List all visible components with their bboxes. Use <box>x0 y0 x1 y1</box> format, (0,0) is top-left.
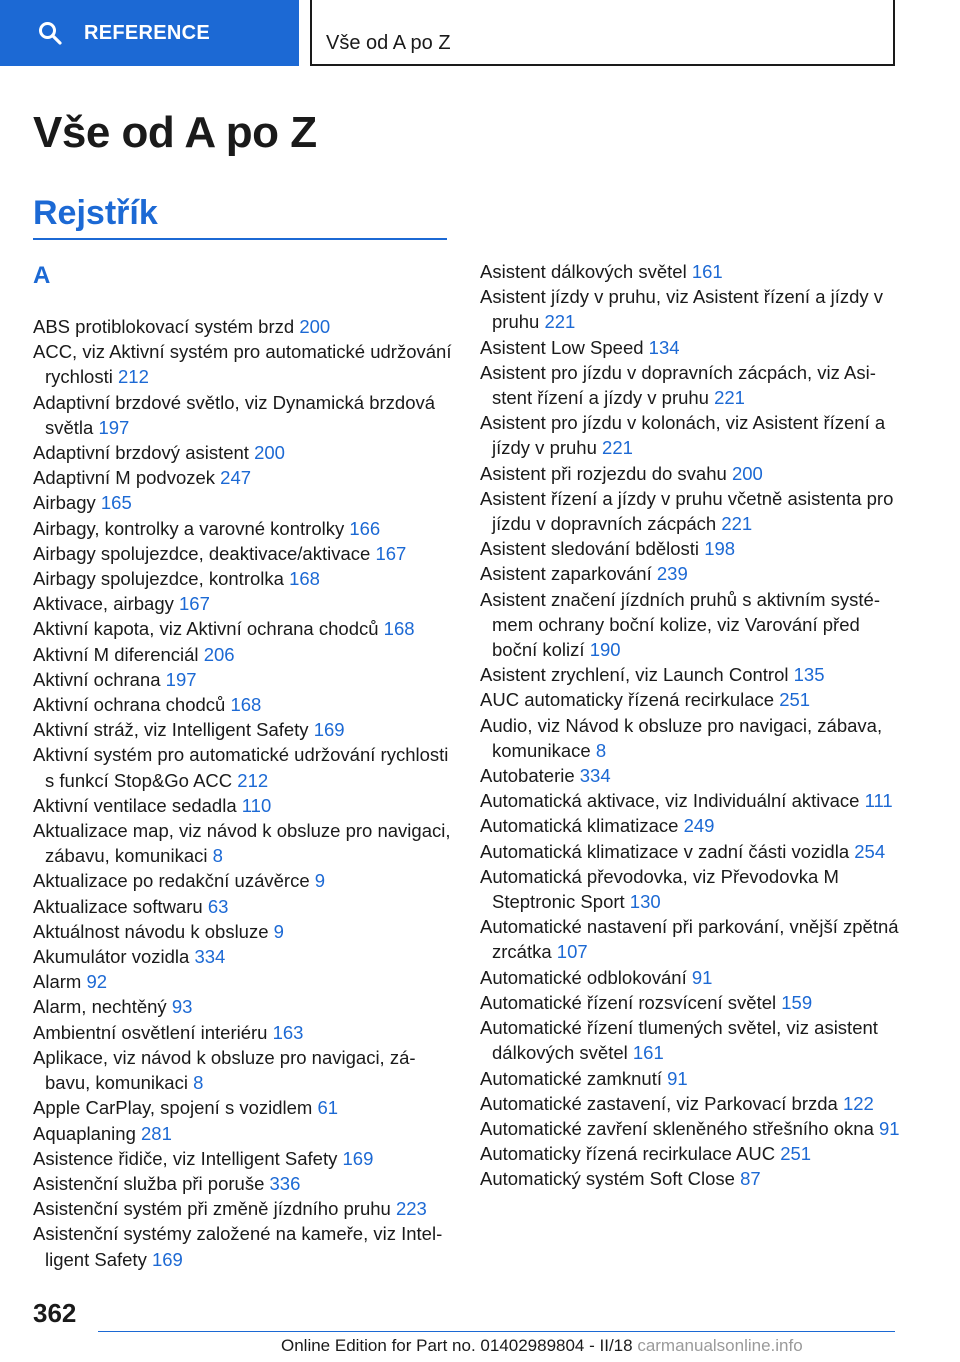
index-entry-text: Asistent Low Speed <box>480 336 644 358</box>
index-entry <box>480 687 900 712</box>
section-title: Vše od A po Z <box>326 32 451 54</box>
index-entry-page-link[interactable]: 221 <box>721 513 753 535</box>
footer-edition: Online Edition for Part no. 01402989804 - II/18 <box>281 1336 633 1355</box>
index-entry <box>480 1166 900 1191</box>
index-entry <box>480 990 900 1015</box>
index-entry <box>33 541 453 566</box>
index-entry-text: Asistent při rozjezdu do svahu <box>480 462 727 484</box>
index-entry-text: Asistent pro jízdu v kolonách, viz Asistent řízení a jízdy v pruhu <box>480 412 886 459</box>
index-entry-text: Automaticky řízená recirkulace AUC <box>480 1143 776 1165</box>
index-entry <box>480 360 900 410</box>
index-entry <box>33 818 453 868</box>
footer <box>281 1336 803 1356</box>
index-entry-text: Aktivace, airbagy <box>33 593 174 615</box>
index-entry-text: Aplikace, viz návod k obsluze pro navigaci, zábavu, komunikaci <box>33 1046 416 1094</box>
index-entry-page-link[interactable]: 167 <box>375 542 407 564</box>
index-entry-page-link[interactable]: 93 <box>171 996 193 1018</box>
index-entry-page-link[interactable]: 247 <box>220 467 252 489</box>
index-entry <box>480 259 900 284</box>
search-icon <box>38 21 62 45</box>
index-entry <box>33 1196 453 1221</box>
index-entry <box>480 1015 900 1065</box>
index-entry-page-link[interactable]: 197 <box>98 416 130 438</box>
index-entry <box>480 1091 900 1116</box>
index-entry <box>33 717 453 742</box>
index-column-right <box>480 259 900 1192</box>
index-entry-text: ABS protiblokovací systém brzd <box>33 316 295 337</box>
index-entry-page-link[interactable]: 9 <box>273 920 284 942</box>
index-entry-page-link[interactable]: 122 <box>842 1092 874 1114</box>
index-entry <box>480 536 900 561</box>
index-entry <box>33 314 453 339</box>
index-entry-page-link[interactable]: 197 <box>165 668 197 690</box>
page-subtitle: Rejstřík <box>33 194 158 232</box>
index-entry-page-link[interactable]: 281 <box>141 1122 172 1144</box>
index-entry-text: Automatické zavření skleněného střešního okna <box>480 1117 874 1139</box>
index-entry <box>480 914 900 964</box>
index-entry-text: Aktualizace po redakční uzávěrce <box>33 870 310 892</box>
reference-tab[interactable] <box>0 0 299 66</box>
index-entry-text: Airbagy <box>33 492 96 514</box>
index-entry-text: Asistence řidiče, viz Intelligent Safety <box>33 1147 338 1169</box>
index-entry <box>480 1141 900 1166</box>
index-entry <box>33 894 453 919</box>
index-entry-page-link[interactable]: 251 <box>779 689 811 711</box>
index-entry-text: Aktivní stráž, viz Intelligent Safety <box>33 719 309 741</box>
index-entry-page-link[interactable]: 63 <box>207 895 229 917</box>
index-entry <box>33 490 453 515</box>
index-entry-text: Asistent zrychlení, viz Launch Control <box>480 664 789 686</box>
index-entry <box>33 692 453 717</box>
index-entry <box>33 440 453 465</box>
index-entry-page-link[interactable]: 135 <box>793 664 825 686</box>
index-entry-text: AUC automaticky řízená recirkulace <box>480 689 775 711</box>
index-entry-page-link[interactable]: 92 <box>86 971 108 993</box>
index-entry <box>480 284 900 334</box>
index-entry-page-link[interactable]: 163 <box>272 1021 304 1043</box>
index-entry-text: Asistent zaparkování <box>480 563 652 585</box>
index-entry-page-link[interactable]: 107 <box>556 941 588 963</box>
index-entry-page-link[interactable]: 168 <box>383 618 415 640</box>
index-entry <box>480 662 900 687</box>
index-entry-text: Adaptivní brzdový asistent <box>33 442 249 464</box>
index-entry <box>480 461 900 486</box>
index-entry-text: Audio, viz Návod k obsluze pro navigaci, zábava, komunikace <box>480 714 883 761</box>
index-entry <box>480 965 900 990</box>
index-column-left <box>33 314 453 1272</box>
index-entry-text: Automatické řízení rozsvícení světel <box>480 991 777 1013</box>
index-entry-text: Automatické zamknutí <box>480 1067 662 1089</box>
index-entry <box>33 944 453 969</box>
index-entry-page-link[interactable]: 8 <box>595 739 607 761</box>
index-entry <box>33 1095 453 1120</box>
index-entry <box>33 642 453 667</box>
index-entry <box>480 410 900 460</box>
index-entry-text: Ambientní osvětlení interiéru <box>33 1021 268 1043</box>
index-entry-page-link[interactable]: 200 <box>254 442 285 464</box>
index-entry <box>33 868 453 893</box>
index-entry-text: Aktualizace softwaru <box>33 895 203 917</box>
index-entry-page-link[interactable]: 190 <box>589 639 621 661</box>
index-entry-page-link[interactable]: 159 <box>781 991 813 1013</box>
index-letter: A <box>33 262 51 289</box>
index-entry-text: Aktivní ochrana <box>33 668 161 690</box>
index-entry-page-link[interactable]: 87 <box>740 1168 761 1190</box>
index-entry-text: Automatická klimatizace v zadní části vozidla <box>480 840 850 862</box>
index-entry-page-link[interactable]: 221 <box>714 387 745 409</box>
index-entry-text: Adaptivní M podvozek <box>33 467 216 489</box>
index-entry-text: Alarm <box>33 971 82 993</box>
index-entry-page-link[interactable]: 334 <box>579 765 611 787</box>
index-entry <box>33 1121 453 1146</box>
index-entry-page-link[interactable]: 251 <box>780 1143 812 1165</box>
index-entry-text: Autobaterie <box>480 765 575 787</box>
index-entry-page-link[interactable]: 206 <box>203 643 235 665</box>
index-entry-page-link[interactable]: 167 <box>179 593 210 615</box>
index-entry-text: Automatická převodovka, viz Převodovka M Steptronic Sport <box>480 865 839 913</box>
index-entry-text: Aktivní ventilace sedadla <box>33 794 237 816</box>
index-entry-page-link[interactable]: 221 <box>544 311 576 333</box>
index-entry-page-link[interactable]: 165 <box>100 492 132 514</box>
index-entry-page-link[interactable]: 239 <box>656 563 688 585</box>
index-entry-text: Aktuálnost návodu k obsluze <box>33 920 269 942</box>
index-entry-text: Automatické odblokování <box>480 966 687 988</box>
index-entry-text: Airbagy, kontrolky a varovné kontrolky <box>33 517 345 539</box>
index-entry-text: Aktivní systém pro automatické udržování rychlosti s funkcí Stop&Go ACC <box>33 744 449 791</box>
index-entry-page-link[interactable]: 169 <box>313 719 345 741</box>
index-entry-page-link[interactable]: 8 <box>212 845 223 867</box>
index-entry <box>480 763 900 788</box>
index-entry-page-link[interactable]: 200 <box>731 462 763 484</box>
index-entry-page-link[interactable]: 254 <box>854 840 886 862</box>
index-entry-page-link[interactable]: 221 <box>602 437 633 459</box>
index-entry-page-link[interactable]: 8 <box>193 1072 204 1094</box>
index-entry <box>33 1146 453 1171</box>
index-entry <box>33 1020 453 1045</box>
index-entry-text: Aktivní M diferenciál <box>33 643 199 665</box>
index-entry <box>33 919 453 944</box>
index-entry <box>33 591 453 616</box>
index-entry <box>480 813 900 838</box>
index-entry <box>33 339 453 389</box>
index-entry-page-link[interactable]: 111 <box>864 790 893 812</box>
index-entry-page-link[interactable]: 91 <box>879 1117 900 1139</box>
index-entry <box>33 1221 453 1271</box>
index-entry-page-link[interactable]: 161 <box>691 261 723 282</box>
index-entry-page-link[interactable]: 334 <box>194 946 226 968</box>
index-entry-page-link[interactable]: 212 <box>237 769 269 791</box>
index-entry-text: Asistenční systémy založené na kameře, viz Intelligent Safety <box>33 1223 443 1270</box>
index-entry <box>33 1045 453 1095</box>
index-entry-text: Adaptivní brzdové světlo, viz Dynamická brzdová světla <box>33 391 436 438</box>
index-entry-page-link[interactable]: 161 <box>632 1042 664 1064</box>
index-entry-page-link[interactable]: 249 <box>683 815 715 837</box>
subtitle-rule <box>33 238 447 240</box>
index-entry-page-link[interactable]: 91 <box>667 1067 688 1089</box>
index-entry-page-link[interactable]: 168 <box>289 568 320 590</box>
index-entry <box>480 788 900 813</box>
index-entry-page-link[interactable]: 110 <box>241 794 272 816</box>
section-title-box <box>310 0 895 66</box>
index-entry <box>480 864 900 914</box>
index-entry-text: Alarm, nechtěný <box>33 996 167 1018</box>
index-entry <box>480 1066 900 1091</box>
index-entry-page-link[interactable]: 130 <box>629 891 661 913</box>
index-entry-text: Akumulátor vozidla <box>33 946 190 968</box>
index-entry-text: Asistent sledování bdělosti <box>480 538 700 560</box>
footer-watermark: carmanualsonline.info <box>637 1336 803 1355</box>
index-entry-text: Automatické řízení tlumených světel, viz asistent dálkových světel <box>480 1017 878 1064</box>
index-entry <box>33 390 453 440</box>
index-entry-page-link[interactable]: 168 <box>230 694 262 716</box>
index-entry-text: Asistenční služba při poruše <box>33 1172 265 1194</box>
index-entry-text: Automatická aktivace, viz Individuální aktivace <box>480 790 860 812</box>
index-entry <box>480 335 900 360</box>
index-entry-text: Automatické nastavení při parkování, vnější zpětná zrcátka <box>480 916 899 963</box>
page-title: Vše od A po Z <box>33 108 317 157</box>
footer-rule <box>98 1331 895 1332</box>
index-entry <box>480 561 900 586</box>
index-entry-text: Asistent jízdy v pruhu, viz Asistent řízení a jízdy v pruhu <box>480 286 884 333</box>
index-entry-page-link[interactable]: 212 <box>118 366 149 388</box>
index-entry-page-link[interactable]: 91 <box>691 966 713 988</box>
index-entry-text: Airbagy spolujezdce, kontrolka <box>33 568 284 590</box>
index-entry-text: Asistent značení jízdních pruhů s aktivním systémem ochrany boční kolize, viz Varování před boční kolizí <box>480 588 880 661</box>
index-entry-text: Automatické zastavení, viz Parkovací brzda <box>480 1092 838 1114</box>
index-entry-page-link[interactable]: 336 <box>269 1172 301 1194</box>
index-entry-text: Asistent pro jízdu v dopravních zácpách, viz Asistent řízení a jízdy v pruhu <box>480 361 876 409</box>
index-entry-text: Automatický systém Soft Close <box>480 1168 735 1190</box>
index-entry-page-link[interactable]: 198 <box>704 538 736 560</box>
index-entry-text: Asistent dálkových světel <box>480 261 687 282</box>
index-entry-page-link[interactable]: 169 <box>342 1147 374 1169</box>
index-entry <box>480 486 900 536</box>
index-entry-page-link[interactable]: 200 <box>299 316 331 337</box>
index-entry-page-link[interactable]: 166 <box>349 517 381 539</box>
index-entry-text: Asistent řízení a jízdy v pruhu včetně asistenta pro jízdu v dopravních zácpách <box>480 487 894 535</box>
index-entry-text: ACC, viz Aktivní systém pro automatické udržování rychlosti <box>33 341 452 388</box>
index-entry-text: Asistenční systém při změně jízdního pruhu <box>33 1198 391 1220</box>
index-entry-text: Aktivní kapota, viz Aktivní ochrana chodců <box>33 618 379 640</box>
index-entry-text: Apple CarPlay, spojení s vozidlem <box>33 1097 313 1119</box>
index-entry <box>33 1171 453 1196</box>
index-entry <box>480 713 900 763</box>
index-entry-page-link[interactable]: 223 <box>395 1198 427 1220</box>
index-entry-page-link[interactable]: 9 <box>314 870 326 892</box>
index-entry-page-link[interactable]: 134 <box>648 336 680 358</box>
reference-tab-label: REFERENCE <box>84 21 211 44</box>
index-entry <box>33 566 453 591</box>
index-entry-page-link[interactable]: 61 <box>317 1097 339 1119</box>
index-entry-page-link[interactable]: 169 <box>151 1248 183 1270</box>
page-number: 362 <box>33 1298 77 1328</box>
index-entry <box>33 516 453 541</box>
index-entry <box>33 742 453 792</box>
index-entry-text: Aktualizace map, viz návod k obsluze pro navigaci, zábavu, komunikaci <box>33 820 451 867</box>
index-entry <box>33 667 453 692</box>
index-entry-text: Aktivní ochrana chodců <box>33 694 226 716</box>
index-entry-text: Automatická klimatizace <box>480 815 679 837</box>
index-entry-text: Aquaplaning <box>33 1122 136 1144</box>
index-entry <box>480 587 900 663</box>
index-entry <box>480 1116 900 1141</box>
index-entry <box>480 839 900 864</box>
index-entry <box>33 969 453 994</box>
index-entry <box>33 616 453 641</box>
index-entry <box>33 994 453 1019</box>
index-entry <box>33 465 453 490</box>
index-entry-text: Airbagy spolujezdce, deaktivace/aktivace <box>33 542 371 564</box>
index-entry <box>33 793 453 818</box>
